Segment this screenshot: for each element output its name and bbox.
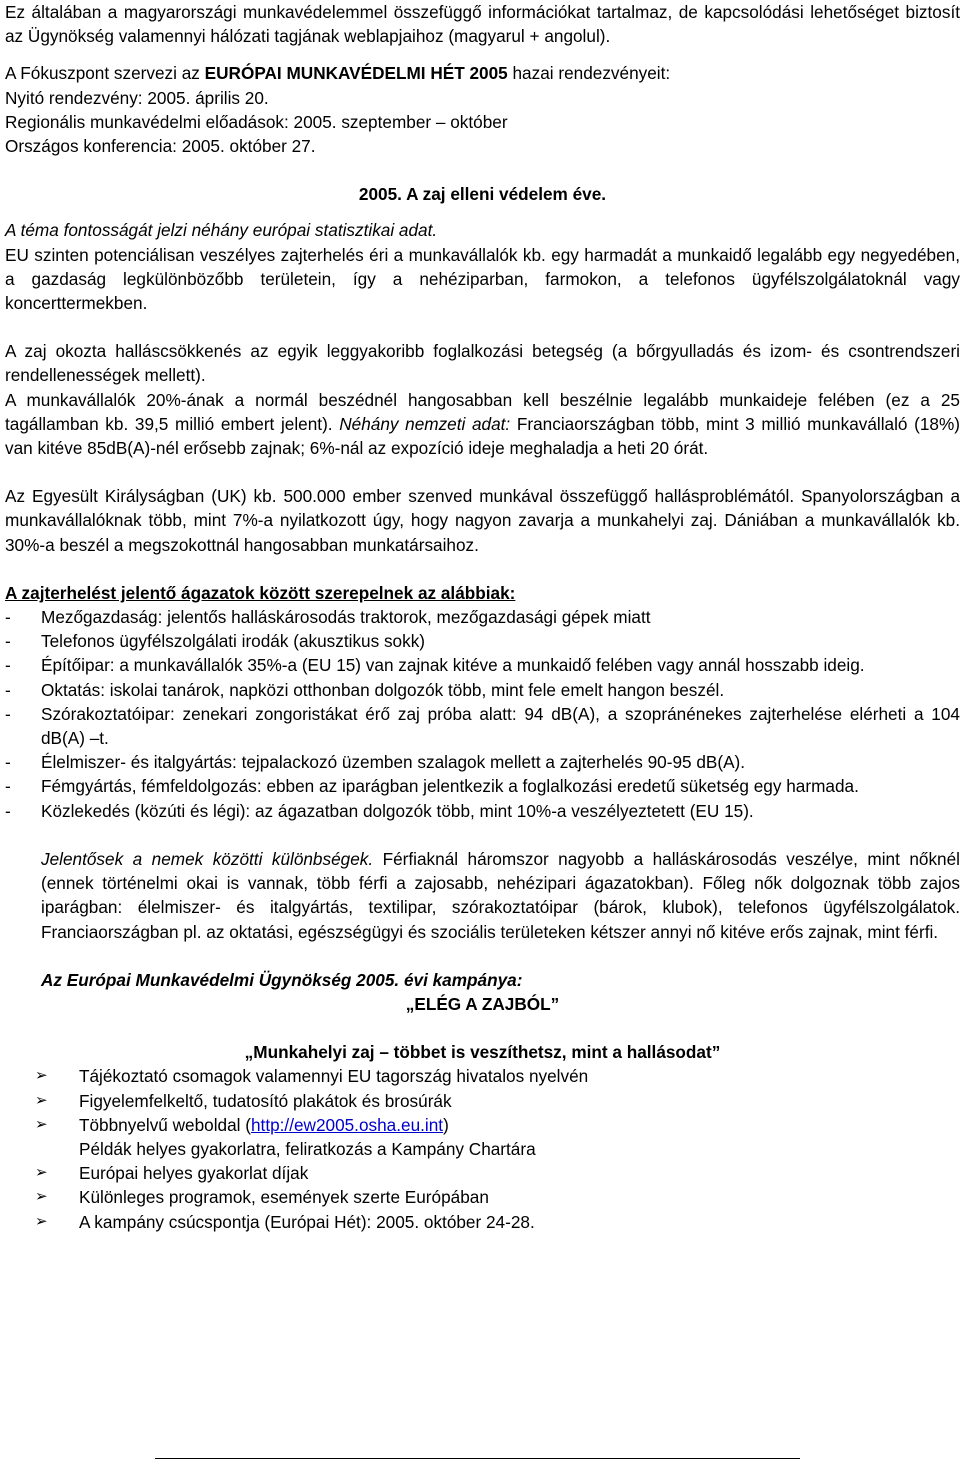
dash-marker: - bbox=[5, 679, 11, 700]
list-item bbox=[5, 1113, 960, 1137]
dash-marker: - bbox=[5, 607, 11, 628]
list-item-text: A kampány csúcspontja (Európai Hét): 2005. október 24-28. bbox=[79, 1211, 535, 1232]
list-item-text: Európai helyes gyakorlat díjak bbox=[79, 1163, 309, 1184]
list-item bbox=[5, 653, 960, 677]
gender-paragraph bbox=[5, 847, 960, 944]
arrow-bullet-icon: ➢ bbox=[35, 1067, 48, 1085]
list-item-text: Élelmiszer- és italgyártás: tejpalackozó üzemben szalagok mellett a zajterhelés 90-95 dB(A). bbox=[41, 752, 746, 773]
dash-marker: - bbox=[5, 800, 11, 821]
dash-marker: - bbox=[5, 752, 11, 773]
dash-marker: - bbox=[5, 655, 11, 676]
list-item bbox=[5, 1185, 960, 1209]
list-item-text: Különleges programok, események szerte Európában bbox=[79, 1187, 489, 1208]
list-item bbox=[5, 799, 960, 823]
dash-marker: - bbox=[5, 703, 11, 724]
stats-paragraph bbox=[5, 388, 960, 461]
arrow-bullet-icon: ➢ bbox=[35, 1188, 48, 1206]
list-item bbox=[5, 629, 960, 653]
stats-paragraph: A zaj okozta halláscsökkenés az egyik leggyakoribb foglalkozási betegség (a bőrgyulladás és izom- és csontrendszeri rendellenességek mellett). bbox=[5, 341, 960, 386]
list-item bbox=[5, 1137, 960, 1161]
stats-text: A munkavállalók 20%-ának a normál beszédnél hangosabban kell beszélnie legalább munkaideje felében (ez a 25 tagállamban kb. 39,5 millió embert jelent). bbox=[5, 389, 960, 434]
list-item-text: Mezőgazdaság: jelentős halláskárosodás traktorok, mezőgazdasági gépek miatt bbox=[41, 607, 651, 628]
sectors-title: A zajterhelést jelentő ágazatok között szerepelnek az alábbiak: bbox=[5, 582, 516, 603]
campaign-subtitle: „Munkahelyi zaj – többet is veszíthetsz, mint a hallásodat” bbox=[244, 1042, 721, 1063]
campaign-slogan: „ELÉG A ZAJBÓL” bbox=[405, 993, 560, 1014]
list-item-text: Építőipar: a munkavállalók 35%-a (EU 15) van zajnak kitéve a munkaidő felében vagy annál hosszabb ideig. bbox=[41, 655, 865, 676]
list-item bbox=[5, 1210, 960, 1234]
stats-intro: A téma fontosságát jelzi néhány európai statisztikai adat. bbox=[5, 220, 438, 241]
section-title: 2005. A zaj elleni védelem éve. bbox=[358, 184, 607, 205]
arrow-bullet-icon: ➢ bbox=[35, 1164, 48, 1182]
dash-marker: - bbox=[5, 631, 11, 652]
gender-lead: Jelentősek a nemek közötti különbségek. bbox=[41, 848, 374, 869]
list-item-text: Fémgyártás, fémfeldolgozás: ebben az iparágban jelentkezik a foglalkozási eredetű süketség egy harmada. bbox=[41, 776, 859, 797]
intro-paragraph: Ez általában a magyarországi munkavédelemmel összefüggő információkat tartalmaz, de kapcsolódási lehetőséget biztosít az Ügynökség valamennyi hálózati tagjának weblapjaihoz (magyarul + angolul). bbox=[5, 2, 960, 47]
campaign-heading: Az Európai Munkavédelmi Ügynökség 2005. évi kampánya: bbox=[41, 969, 523, 990]
european-week-title: EURÓPAI MUNKAVÉDELMI HÉT 2005 bbox=[204, 63, 508, 84]
campaign-website-link[interactable]: http://ew2005.osha.eu.int bbox=[250, 1114, 444, 1135]
list-item-text: Közlekedés (közúti és légi): az ágazatban dolgozók több, mint 10%-a veszélyeztetett (EU 15). bbox=[41, 800, 754, 821]
event-line: Regionális munkavédelmi előadások: 2005. szeptember – október bbox=[5, 111, 508, 132]
campaign-list bbox=[5, 1064, 960, 1233]
list-item bbox=[5, 1161, 960, 1185]
focal-point-paragraph bbox=[5, 61, 960, 85]
footnote-divider bbox=[155, 1458, 800, 1459]
list-item bbox=[5, 1089, 960, 1113]
stats-paragraph: EU szinten potenciálisan veszélyes zajterhelés éri a munkavállalók kb. egy harmadát a munkaidő legalább egy negyedében, a gazdaság legkülönbözőbb területein, így a nehéziparban, farmokon, a telefonos ügyfélszolgálatoknál vagy koncerttermekben. bbox=[5, 244, 960, 314]
list-item-text: ) bbox=[443, 1114, 449, 1135]
list-item bbox=[5, 750, 960, 774]
arrow-bullet-icon: ➢ bbox=[35, 1115, 48, 1133]
list-item-text: Telefonos ügyfélszolgálati irodák (akusztikus sokk) bbox=[41, 631, 426, 652]
list-item-text: Tájékoztató csomagok valamennyi EU tagország hivatalos nyelvén bbox=[79, 1066, 589, 1087]
document-page bbox=[5, 0, 960, 1234]
list-item bbox=[5, 774, 960, 798]
list-item bbox=[5, 702, 960, 750]
list-item bbox=[5, 678, 960, 702]
focal-point-text-end: hazai rendezvényeit: bbox=[507, 63, 671, 84]
dash-marker: - bbox=[5, 776, 11, 797]
event-line: Nyitó rendezvény: 2005. április 20. bbox=[5, 87, 269, 108]
focal-point-text: A Fókuszpont szervezi az bbox=[5, 63, 205, 84]
list-item-text: Többnyelvű weboldal ( bbox=[79, 1114, 251, 1135]
gender-text: Férfiaknál háromszor nagyobb a halláskárosodás veszélye, mint nőknél (ennek történelmi okai is vannak, több férfi a zajosabb, nehézipari ágazatokban). Főleg nők dolgoznak több zajos iparágban: élelmiszer- és italgyártás, textilipar, szórakoztatóipar (bárok, klubok), telefonos ügyfélszolgálatok. Franciaországban pl. az oktatási, egészségügyi és szociális területeken kétszer annyi nő kitéve erős zajnak, mint férfi. bbox=[41, 848, 960, 942]
sectors-list bbox=[5, 605, 960, 823]
national-data-label: Néhány nemzeti adat: bbox=[339, 413, 511, 434]
list-item-text: Figyelemfelkeltő, tudatosító plakátok és brosúrák bbox=[79, 1090, 452, 1111]
stats-paragraph: Az Egyesült Királyságban (UK) kb. 500.000 ember szenved munkával összefüggő hallásproblémától. Spanyolországban a munkavállalóknak több, mint 7%-a nyilatkozott úgy, hogy nagyon zavarja a munkahelyi zaj. Dániában a munkavállalók kb. 30%-a beszél a megszokottnál hangosabban munkatársaihoz. bbox=[5, 486, 960, 555]
stats-text: Franciaországban több, mint 3 millió munkavállaló (18%) van kitéve 85dB(A)-nél erősebb zajnak; 6%-nál az expozíció ideje meghaladja a heti 20 órát. bbox=[5, 413, 960, 459]
list-item-text: Oktatás: iskolai tanárok, napközi otthonban dolgozók több, mint fele emelt hangon beszél. bbox=[41, 679, 725, 700]
event-line: Országos konferencia: 2005. október 27. bbox=[5, 136, 316, 157]
list-item-text: Példák helyes gyakorlatra, feliratkozás a Kampány Chartára bbox=[79, 1138, 536, 1159]
arrow-bullet-icon: ➢ bbox=[35, 1091, 48, 1109]
list-item bbox=[5, 605, 960, 629]
list-item-text: Szórakoztatóipar: zenekari zongoristákat érő zaj próba alatt: 94 dB(A), a szopránénekes zajterhelése elérheti a 104 dB(A) –t. bbox=[41, 703, 960, 749]
list-item bbox=[5, 1064, 960, 1088]
arrow-bullet-icon: ➢ bbox=[35, 1212, 48, 1230]
